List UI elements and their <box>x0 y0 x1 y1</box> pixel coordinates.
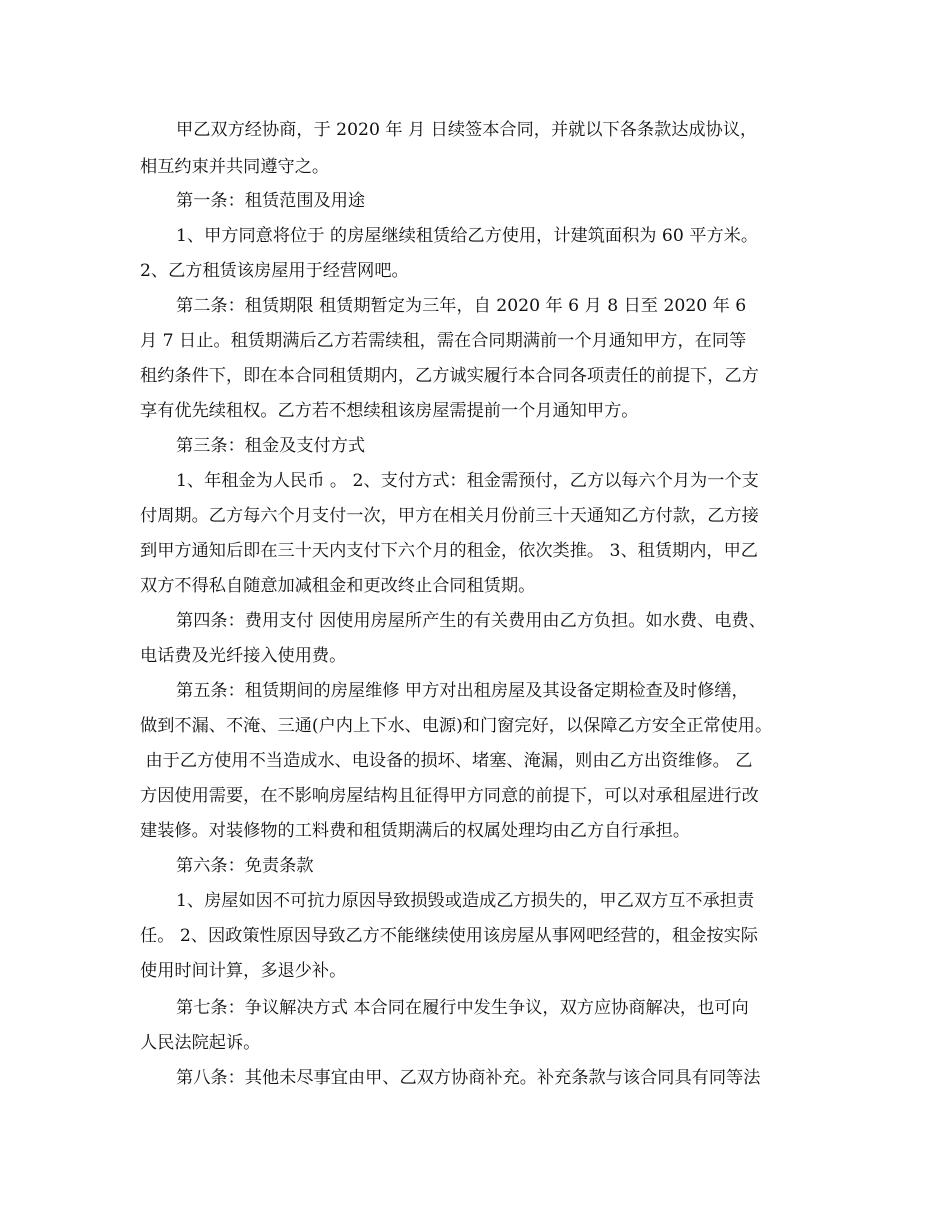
text-line: 第四条：费用支付 因使用房屋所产生的有关费用由乙方负担。如水费、电费、 <box>176 611 766 631</box>
text-line: 1、年租金为人民币 。 2、支付方式：租金需预付，乙方以每六个月为一个支 <box>176 471 759 491</box>
text-line: 电话费及光纤接入使用费。 <box>140 646 347 666</box>
section-heading: 第六条：免责条款 <box>176 856 314 876</box>
text-line: 第五条：租赁期间的房屋维修 甲方对出租房屋及其设备定期检查及时修缮， <box>176 681 749 701</box>
text-line: 甲乙双方经协商，于 2020 年 月 日续签本合同，并就以下各条款达成协议， <box>176 120 758 140</box>
text-line: 1、房屋如因不可抗力原因导致损毁或造成乙方损失的，甲乙双方互不承担责 <box>176 891 755 911</box>
text-line: 建装修。对装修物的工料费和租赁期满后的权属处理均由乙方自行承担。 <box>140 821 691 841</box>
text-line: 第二条：租赁期限 租赁期暂定为三年，自 2020 年 6 月 8 日至 2020 年 6 <box>176 296 747 316</box>
text-line: 第七条：争议解决方式 本合同在履行中发生争议，双方应协商解决，也可向 <box>176 998 749 1018</box>
text-line: 第八条：其他未尽事宜由甲、乙双方协商补充。补充条款与该合同具有同等法 <box>176 1068 761 1088</box>
text-line: 做到不漏、不淹、三通(户内上下水、电源)和门窗完好，以保障乙方安全正常使用。 <box>140 716 773 736</box>
section-heading: 第一条：租赁范围及用途 <box>176 191 366 211</box>
text-line: 享有优先续租权。乙方若不想续租该房屋需提前一个月通知甲方。 <box>140 401 639 421</box>
text-line: 相互约束并共同遵守之。 <box>140 157 330 177</box>
text-line: 任。 2、因政策性原因导致乙方不能继续使用该房屋从事网吧经营的，租金按实际 <box>140 926 758 946</box>
text-line: 由于乙方使用不当造成水、电设备的损坏、堵塞、淹漏，则由乙方出资维修。 乙 <box>140 751 753 771</box>
text-line: 人民法院起诉。 <box>140 1033 261 1053</box>
text-line: 付周期。乙方每六个月支付一次，甲方在相关月份前三十天通知乙方付款，乙方接 <box>140 506 759 526</box>
section-heading: 第三条：租金及支付方式 <box>176 436 366 456</box>
text-line: 租约条件下，即在本合同租赁期内，乙方诚实履行本合同各项责任的前提下，乙方 <box>140 366 759 386</box>
text-line: 到甲方通知后即在三十天内支付下六个月的租金，依次类推。 3、租赁期内，甲乙 <box>140 541 758 561</box>
text-line: 月 7 日止。租赁期满后乙方若需续租，需在合同期满前一个月通知甲方，在同等 <box>140 331 747 351</box>
text-line: 使用时间计算，多退少补。 <box>140 961 347 981</box>
text-line: 1、甲方同意将位于 的房屋继续租赁给乙方使用，计建筑面积为 60 平方米。 <box>176 226 759 246</box>
text-line: 双方不得私自随意加减租金和更改终止合同租赁期。 <box>140 576 536 596</box>
text-line: 方因使用需要，在不影响房屋结构且征得甲方同意的前提下，可以对承租屋进行改 <box>140 786 759 806</box>
text-line: 2、乙方租赁该房屋用于经营网吧。 <box>140 261 409 281</box>
